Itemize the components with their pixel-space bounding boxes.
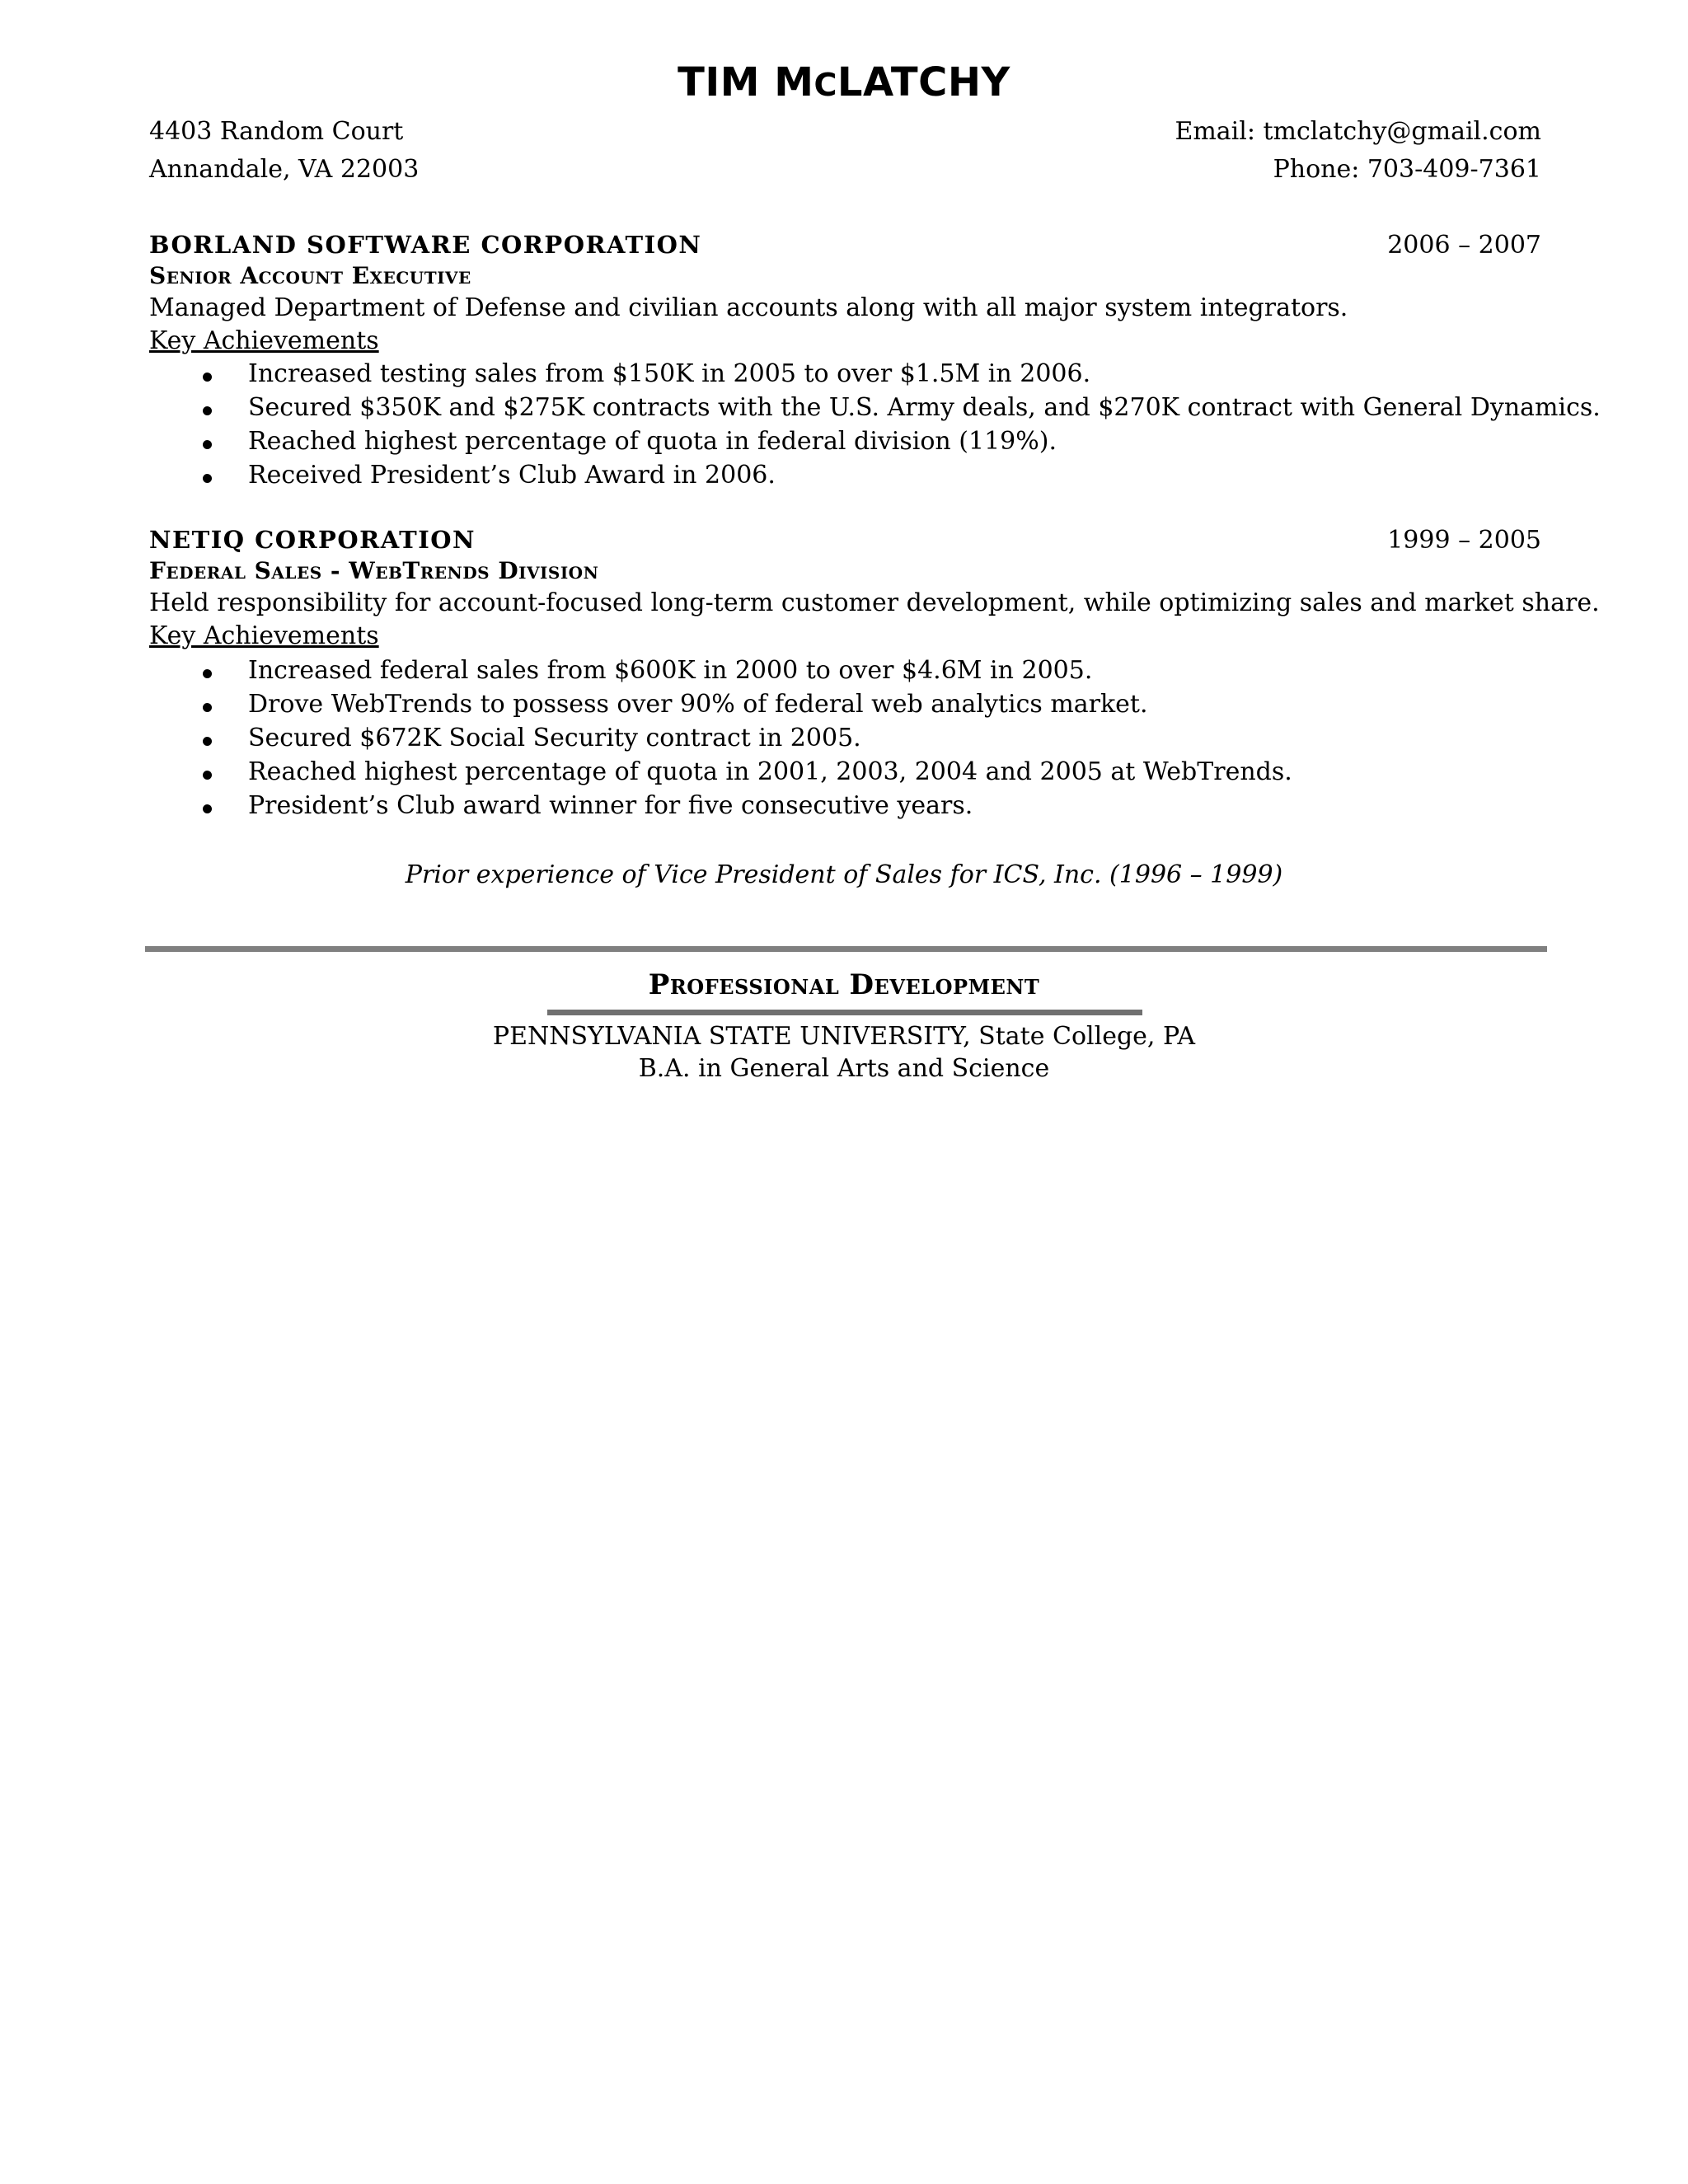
achievement-item: Reached highest percentage of quota in 2001, 2003, 2004 and 2005 at WebTrends. — [248, 757, 1292, 786]
job-2-company: NETIQ CORPORATION — [149, 526, 476, 554]
job-2-key-label: Key Achievements — [149, 621, 379, 650]
name-part-last: LATCHY — [837, 59, 1010, 105]
job-2-summary: Held responsibility for account-focused long-term customer development, while optimizing sales and market share. — [149, 588, 1600, 617]
job-2-dates: 1999 – 2005 — [1387, 526, 1541, 555]
candidate-name — [0, 59, 1688, 105]
email-line: Email: tmclatchy@gmail.com — [1175, 117, 1541, 146]
achievement-item: Increased federal sales from $600K in 2000 to over $4.6M in 2005. — [248, 656, 1093, 685]
address-line-1: 4403 Random Court — [149, 117, 404, 146]
name-part-first: TIM M — [678, 59, 814, 105]
education-school: PENNSYLVANIA STATE UNIVERSITY, State College, PA — [492, 1022, 1196, 1051]
prior-experience: Prior experience of Vice President of Sales for ICS, Inc. (1996 – 1999) — [405, 860, 1283, 889]
achievement-item: Secured $672K Social Security contract in 2005. — [248, 724, 861, 752]
achievement-item: Received President’s Club Award in 2006. — [248, 461, 776, 490]
achievement-item: Reached highest percentage of quota in federal division (119%). — [248, 427, 1057, 456]
name-part-c: C — [814, 67, 837, 103]
job-1-key-label: Key Achievements — [149, 326, 379, 355]
achievement-item: Secured $350K and $275K contracts with the U.S. Army deals, and $270K contract with General Dynamics. — [248, 393, 1601, 422]
professional-development-heading: Professional Development — [648, 968, 1040, 1001]
job-1-title: Senior Account Executive — [149, 262, 471, 289]
achievement-item: Drove WebTrends to possess over 90% of federal web analytics market. — [248, 690, 1148, 719]
achievement-item: Increased testing sales from $150K in 2005 to over $1.5M in 2006. — [248, 359, 1091, 388]
achievement-item: President’s Club award winner for five consecutive years. — [248, 791, 973, 820]
phone-line: Phone: 703-409-7361 — [1273, 155, 1541, 184]
job-2-title: Federal Sales - WebTrends Division — [149, 557, 599, 584]
job-1-dates: 2006 – 2007 — [1387, 231, 1541, 260]
education-degree: B.A. in General Arts and Science — [638, 1054, 1050, 1083]
section-divider — [145, 946, 1547, 952]
heading-underline — [547, 1010, 1142, 1015]
address-line-2: Annandale, VA 22003 — [149, 155, 420, 184]
job-1-summary: Managed Department of Defense and civilian accounts along with all major system integrators. — [149, 293, 1348, 322]
job-1-company: BORLAND SOFTWARE CORPORATION — [149, 231, 702, 259]
